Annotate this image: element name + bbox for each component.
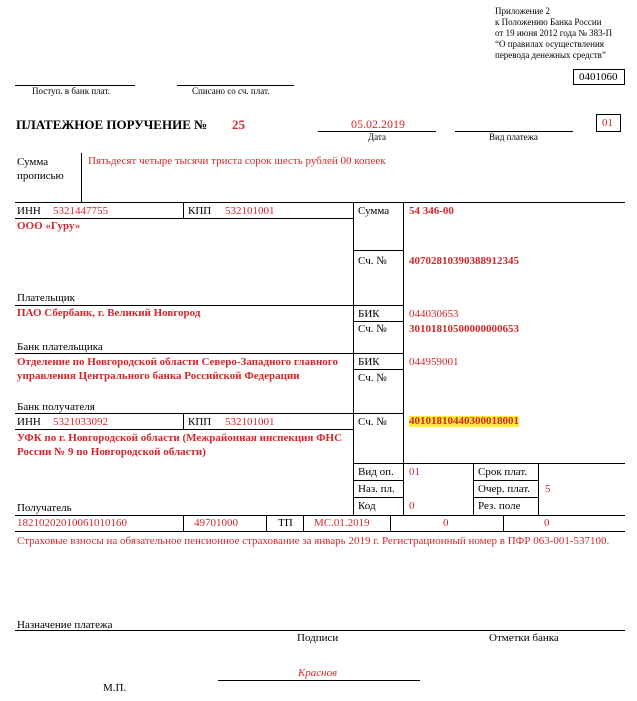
codes-line-a [353, 480, 403, 481]
tax-kbk: 18210202010061010160 [17, 517, 127, 529]
amount-words-label1: Сумма [17, 156, 49, 168]
signature-line [218, 680, 420, 681]
header-note-line5: перевода денежных средств” [495, 50, 606, 60]
codes-line-d [473, 497, 538, 498]
tax-bottom-line [15, 531, 625, 532]
payee-bank-role-label: Банк получателя [17, 401, 95, 413]
codes-line-c [473, 480, 538, 481]
payer-bank-account-label: Сч. № [358, 323, 387, 335]
debited-label: Списано со сч. плат. [192, 86, 270, 96]
code-label: Код [358, 500, 376, 512]
payee-bank-bik-label: БИК [358, 356, 380, 368]
bank-marks-label: Отметки банка [489, 632, 559, 644]
tax-divider-3 [303, 515, 304, 531]
payee-inn: 5321033092 [53, 416, 108, 428]
tax-basis: ТП [278, 517, 293, 529]
tax-doc-number: 0 [443, 517, 449, 529]
form-code-box [573, 69, 625, 85]
sum-account-line [353, 250, 403, 251]
payer-role-label: Плательщик [17, 292, 75, 304]
tax-oktmo: 49701000 [194, 517, 238, 529]
amount-words-label2: прописью [17, 170, 64, 182]
payee-bank-bottom-line [15, 413, 403, 414]
code-value: 0 [409, 500, 415, 512]
payee-kpp: 532101001 [225, 416, 275, 428]
signature: Краснов [298, 667, 337, 679]
purpose-label: Назначение платежа [17, 619, 113, 631]
header-note-line2: к Положению Банка России [495, 17, 602, 27]
payer-inn-kpp-divider [183, 202, 184, 218]
document-title: ПЛАТЕЖНОЕ ПОРУЧЕНИЕ № [16, 117, 208, 132]
document-number: 25 [232, 117, 245, 132]
amount-words-bottom-line [15, 202, 625, 203]
codes-top-line [353, 463, 625, 464]
codes-line-b [353, 497, 403, 498]
payer-bottom-line [15, 305, 403, 306]
payer-name: ООО «Гуру» [17, 220, 81, 232]
payee-account: 40101810440300018001 [409, 415, 519, 427]
main-vertical-1 [353, 202, 354, 515]
tax-divider-5 [503, 515, 504, 531]
date-label: Дата [368, 132, 386, 142]
order-label: Очер. плат. [478, 483, 531, 495]
payee-bottom-line [15, 515, 625, 516]
payer-kpp: 532101001 [225, 205, 275, 217]
codes-vertical-1 [473, 463, 474, 515]
codes-vertical-2 [538, 463, 539, 515]
purpose-code-label: Наз. пл. [358, 483, 395, 495]
tax-divider-2 [266, 515, 267, 531]
order-value: 5 [545, 483, 551, 495]
payer-bank-bottom-line [15, 353, 403, 354]
payee-account-label: Сч. № [358, 416, 387, 428]
document-date: 05.02.2019 [351, 117, 405, 131]
payer-inn: 5321447755 [53, 205, 108, 217]
form-code: 0401060 [579, 71, 618, 83]
payer-account-label: Сч. № [358, 255, 387, 267]
payer-inn-line [15, 218, 353, 219]
payer-bank-role-label: Банк плательщика [17, 341, 103, 353]
received-label: Поступ. в банк плат. [32, 86, 110, 96]
payer-bank-bik: 044030653 [409, 308, 459, 320]
status-code-box [596, 114, 621, 132]
term-label: Срок плат. [478, 466, 528, 478]
signatures-label: Подписи [297, 632, 339, 644]
amount-words-divider [81, 153, 82, 202]
payee-bank-bik-line [353, 369, 403, 370]
payer-bank-bik-label: БИК [358, 308, 380, 320]
stamp-label: М.П. [103, 682, 127, 694]
payee-inn-kpp-divider [183, 413, 184, 429]
header-note-line4: “О правилах осуществления [495, 39, 604, 49]
amount-words-value: Пятьдесят четыре тысячи триста сорок шесть рублей 00 копеек [88, 155, 386, 167]
main-vertical-2 [403, 202, 404, 515]
payee-bank-account-label: Сч. № [358, 372, 387, 384]
op-type: 01 [409, 466, 420, 478]
payer-account: 40702810390388912345 [409, 255, 519, 267]
reserve-label: Рез. поле [478, 500, 521, 512]
payment-type-label: Вид платежа [489, 132, 538, 142]
payee-inn-line [15, 429, 353, 430]
payer-inn-label: ИНН [17, 205, 41, 217]
payee-name: УФК по г. Новгородской области (Межрайонная инспекция ФНС России № 9 по Новгородской области) [17, 432, 343, 458]
sum-label: Сумма [358, 205, 390, 217]
tax-divider-4 [390, 515, 391, 531]
tax-period: МС.01.2019 [314, 517, 370, 529]
header-note-line1: Приложение 2 [495, 6, 551, 16]
payee-kpp-label: КПП [188, 416, 212, 428]
tax-divider-1 [183, 515, 184, 531]
purpose-text: Страховые взносы на обязательное пенсионное страхование за январь 2019 г. Регистрационный номер в ПФР 063-001-537100. [17, 535, 610, 547]
payee-inn-label: ИНН [17, 416, 41, 428]
payer-bank-name: ПАО Сбербанк, г. Великий Новгород [17, 307, 201, 319]
payee-role-label: Получатель [17, 502, 72, 514]
payer-bank-bik-line [353, 321, 403, 322]
status-code: 01 [602, 117, 613, 129]
payer-bank-account: 30101810500000000653 [409, 323, 519, 335]
payee-bank-name: Отделение по Новгородской области Северо-Западного главного управления Центрального банка Российской Федерации [17, 356, 338, 382]
op-type-label: Вид оп. [358, 466, 394, 478]
sum-value: 54 346-00 [409, 205, 454, 217]
payee-bank-bik: 044959001 [409, 356, 459, 368]
purpose-bottom-line [15, 630, 625, 631]
tax-doc-date: 0 [544, 517, 550, 529]
payer-kpp-label: КПП [188, 205, 212, 217]
header-note-line3: от 19 июня 2012 года № 383-П [495, 28, 613, 38]
